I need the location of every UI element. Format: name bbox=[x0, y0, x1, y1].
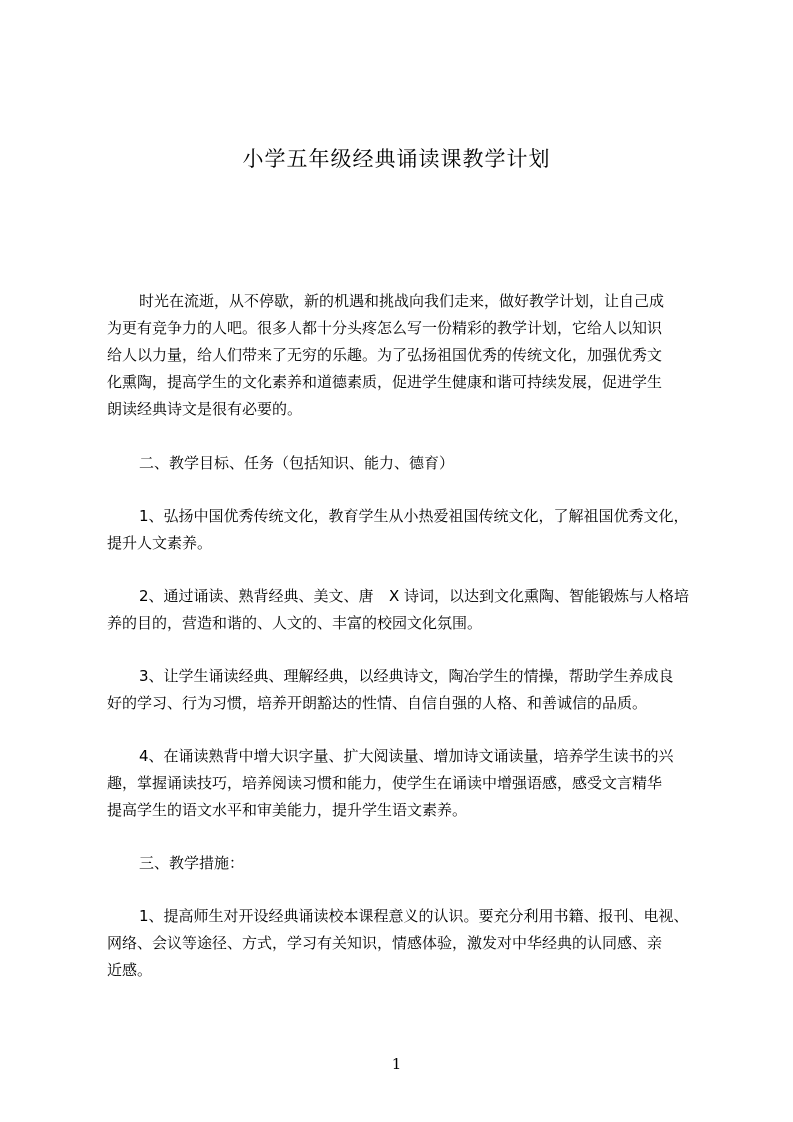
goal-1-line-2: 提升人文素养。 bbox=[107, 534, 213, 552]
goal-2-line-1-part-a: 2、通过诵读、熟背经典、美文、唐 bbox=[139, 587, 374, 605]
goal-2-line-2: 养的目的，营造和谐的、人文的、丰富的校园文化氛围。 bbox=[107, 614, 483, 632]
goal-2-line-1-part-b: X 诗词，以达到文化熏陶、智能锻炼与人格培 bbox=[389, 587, 690, 605]
intro-line-2: 为更有竞争力的人吧。很多人都十分头疼怎么写一份精彩的教学计划，它给人以知识 bbox=[107, 319, 663, 337]
goal-4-line-2: 趣，掌握诵读技巧，培养阅读习惯和能力，使学生在诵读中增强语感，感受文言精华 bbox=[107, 774, 663, 792]
measure-1-line-1: 1、提高师生对开设经典诵读校本课程意义的认识。要充分利用书籍、报刊、电视、 bbox=[139, 907, 689, 925]
measure-1-line-2: 网络、会议等途径、方式，学习有关知识，情感体验，激发对中华经典的认同感、亲 bbox=[107, 934, 663, 952]
intro-line-1: 时光在流逝，从不停歇，新的机遇和挑战向我们走来，做好教学计划，让自己成 bbox=[139, 292, 665, 310]
goal-4-line-3: 提高学生的语文水平和审美能力，提升学生语文素养。 bbox=[107, 801, 468, 819]
page-number: 1 bbox=[391, 1055, 402, 1073]
goal-3-line-2: 好的学习、行为习惯，培养开朗豁达的性情、自信自强的人格、和善诚信的品质。 bbox=[107, 694, 648, 712]
goal-4-line-1: 4、在诵读熟背中增大识字量、扩大阅读量、增加诗文诵读量，培养学生读书的兴 bbox=[139, 747, 674, 765]
intro-line-4: 化熏陶，提高学生的文化素养和道德素质，促进学生健康和谐可持续发展，促进学生 bbox=[107, 373, 663, 391]
intro-line-5: 朗读经典诗文是很有必要的。 bbox=[107, 400, 303, 418]
measure-1-line-3: 近感。 bbox=[107, 961, 153, 979]
section-heading-goals: 二、教学目标、任务（包括知识、能力、德育） bbox=[139, 454, 455, 472]
goal-1-line-1: 1、弘扬中国优秀传统文化，教育学生从小热爱祖国传统文化，了解祖国优秀文化， bbox=[139, 507, 689, 525]
section-heading-measures: 三、教学措施： bbox=[139, 854, 245, 872]
goal-3-line-1: 3、让学生诵读经典、理解经典，以经典诗文，陶冶学生的情操，帮助学生养成良 bbox=[139, 667, 674, 685]
intro-line-3: 给人以力量，给人们带来了无穷的乐趣。为了弘扬祖国优秀的传统文化，加强优秀文 bbox=[107, 346, 663, 364]
document-title: 小学五年级经典诵读课教学计划 bbox=[242, 147, 551, 171]
